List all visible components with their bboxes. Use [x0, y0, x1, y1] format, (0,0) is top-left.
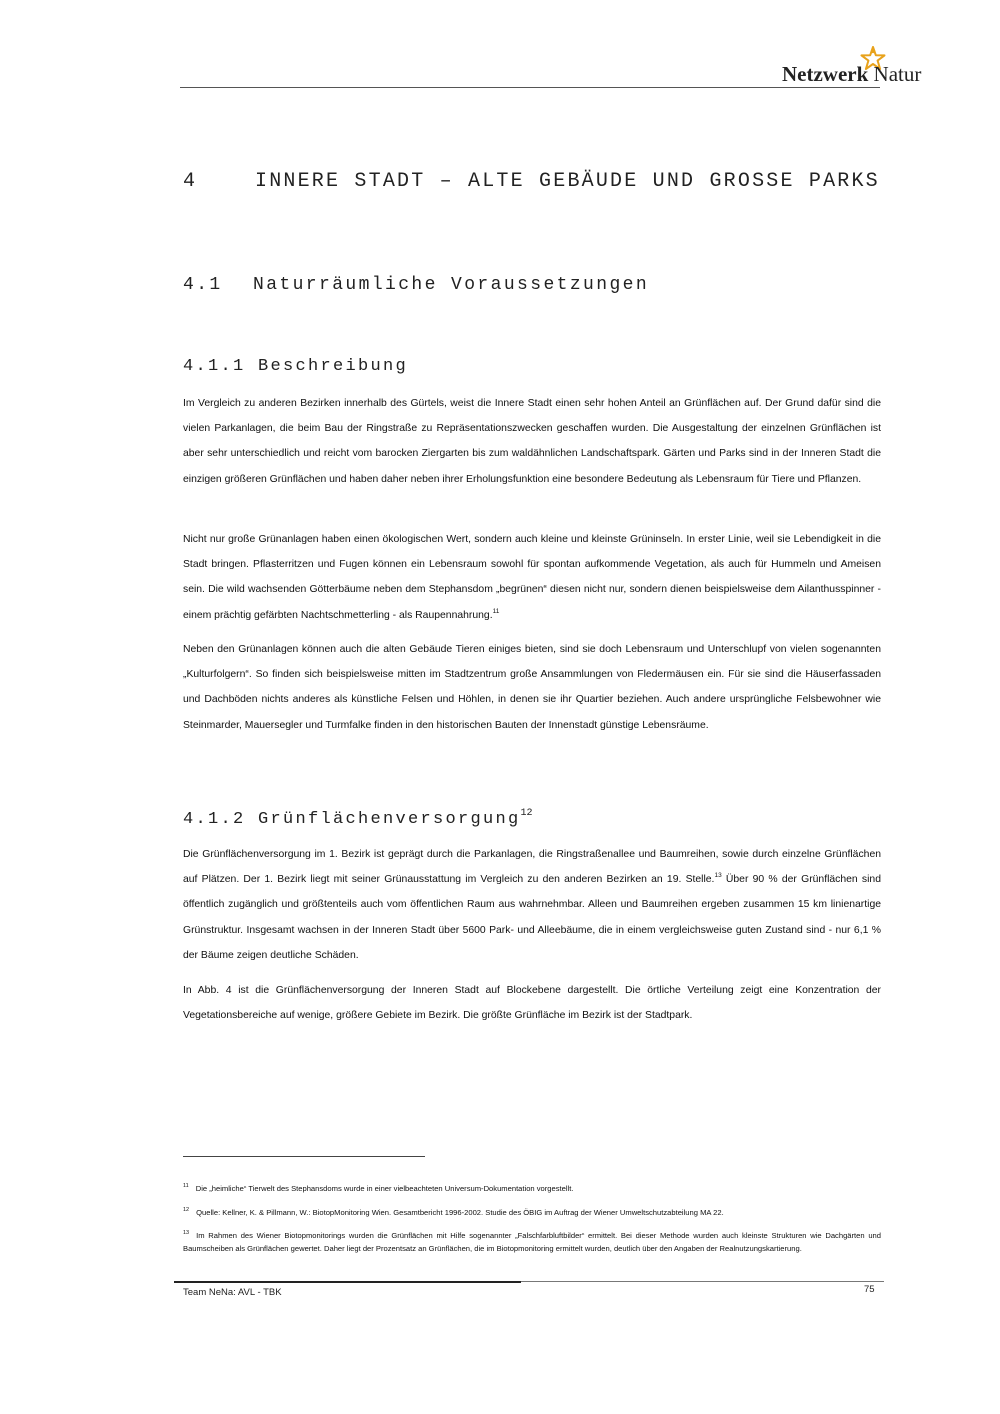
section-title: Naturräumliche Voraussetzungen [253, 275, 650, 295]
footnote-ref: 11 [492, 607, 500, 615]
footnote-text: Quelle: Kellner, K. & Pillmann, W.: BiotopMonitoring Wien. Gesamtbericht 1996-2002. Studie des ÖBIG im Auftrag der Wiener Umweltschutzabteilung MA 22. [196, 1208, 724, 1217]
paragraph [183, 842, 881, 968]
logo-wordmark [782, 62, 921, 87]
header-rule [180, 87, 880, 88]
footnote-ref: 12 [520, 808, 533, 819]
subsection-heading-beschreibung: 4.1.1 Beschreibung [183, 357, 409, 376]
subsection-heading-gruenflaechen [183, 808, 533, 829]
footnote-ref: 13 [714, 872, 722, 880]
footnote-number: 13 [183, 1230, 190, 1236]
paragraph [183, 527, 881, 628]
chapter-number: 4 [183, 170, 198, 193]
paragraph: Neben den Grünanlagen können auch die alten Gebäude Tieren einiges bieten, sind sie doch Lebensraum und Unterschlupf von vielen sogenannten „Kulturfolgern“. So finden sich beispielsweise mitten im Stadtzentrum große Ansammlungen von Fledermäusen ein. Für sie sind die Häuserfassaden und Dachböden nichts anderes als künstliche Felsen und Höhlen, in denen sie ihr Quartier beziehen. Auch andere ursprüngliche Felsbewohner wie Steinmarder, Mauersegler und Turmfalke finden in den historischen Bauten der Innenstadt günstige Lebensräume. [183, 644, 881, 731]
section-number: 4.1 [183, 275, 223, 295]
chapter-heading [183, 170, 880, 193]
footnote-number: 11 [183, 1183, 189, 1189]
logo-bold-text: Netzwerk [782, 62, 869, 86]
logo-regular-text: Natur [873, 62, 922, 86]
footnote [183, 1229, 881, 1255]
section-heading [183, 275, 649, 295]
chapter-title: INNERE STADT – ALTE GEBÄUDE UND GROSSE PARKS [255, 170, 880, 193]
paragraph-text: Die Grünflächenversorgung im 1. Bezirk ist geprägt durch die Parkanlagen, die Ringstraßenallee und Baumreihen, sowie durch einzelne Grünflächen auf Plätzen. Der 1. Bezirk liegt mit seiner Grünausstattung im Vergleich zu den anderen Bezirken an 19. Stelle. [183, 849, 881, 886]
paragraph-text: Über 90 % der Grünflächen sind öffentlich zugänglich und größtenteils auch vom öffentlichen Raum aus wahrnehmbar. Alleen und Baumreihen ergeben zusammen 15 km linienartige Grünstruktur. Insgesamt wachsen in der Inneren Stadt über 5600 Park- und Alleebäume, die in einem vergleichsweise guten Zustand sind - nur 6,1 % der Bäume zeigen deutliche Schäden. [183, 874, 881, 961]
netzwerk-natur-logo [780, 46, 930, 86]
footer-rule-accent [174, 1281, 521, 1283]
footnote-separator [183, 1156, 425, 1157]
paragraph-text: Nicht nur große Grünanlagen haben einen ökologischen Wert, sondern auch kleine und kleinste Grüninseln. In erster Linie, weil sie Lebendigkeit in die Stadt bringen. Pflasterritzen und Fugen können ein Lebensraum sowohl für spontan aufkommende Vegetation, als auch für Hummeln und Ameisen sein. Die wild wachsenden Götterbäume neben dem Stephansdom „begrünen“ diesen nicht nur, sondern dienen beispielsweise dem Ailanthusspinner - einem prächtig gefärbten Nachtschmetterling - als Raupennahrung. [183, 534, 881, 621]
footnote [183, 1182, 881, 1195]
footer-team-label: Team NeNa: AVL - TBK [183, 1287, 282, 1298]
paragraph: In Abb. 4 ist die Grünflächenversorgung der Inneren Stadt auf Blockebene dargestellt. Die örtliche Verteilung zeigt eine Konzentration der Vegetationsbereiche auf wenige, größere Gebiete im Bezirk. Die größte Grünfläche im Bezirk ist der Stadtpark. [183, 985, 881, 1022]
paragraph: Im Vergleich zu anderen Bezirken innerhalb des Gürtels, weist die Innere Stadt einen sehr hohen Anteil an Grünflächen auf. Der Grund dafür sind die vielen Parkanlagen, die beim Bau der Ringstraße zu Repräsentationszwecken geschaffen wurden. Die Ausgestaltung der einzelnen Grünflächen ist aber sehr unterschiedlich und reicht vom barocken Ziergarten bis zum waldähnlichen Landschaftspark. Gärten und Parks sind in der Inneren Stadt die einzigen größeren Grünflächen und haben daher neben ihrer Erholungsfunktion eine besondere Bedeutung als Lebensraum für Tiere und Pflanzen. [183, 398, 881, 485]
footnote-text: Die „heimliche“ Tierwelt des Stephansdoms wurde in einer vielbeachteten Universum-Dokumentation vorgestellt. [195, 1184, 574, 1193]
page-number: 75 [864, 1284, 875, 1295]
footnote-number: 12 [183, 1207, 190, 1213]
subsection-heading-text: 4.1.2 Grünflächenversorgung [183, 810, 521, 829]
footnote-text: Im Rahmen des Wiener Biotopmonitorings wurden die Grünflächen mit Hilfe sogenannter „Falschfarbluftbilder“ ermittelt. Bei dieser Methode wurden auch kleinste Strukturen wie Dachgärten und Baumscheiben als Grünflächen gewertet. Daher liegt der Prozentsatz an Grünflächen, die im Biotopmonitoring ermittelt wurden, deutlich über den Angaben der Realnutzungskartierung. [183, 1231, 881, 1253]
footnote [183, 1206, 881, 1219]
